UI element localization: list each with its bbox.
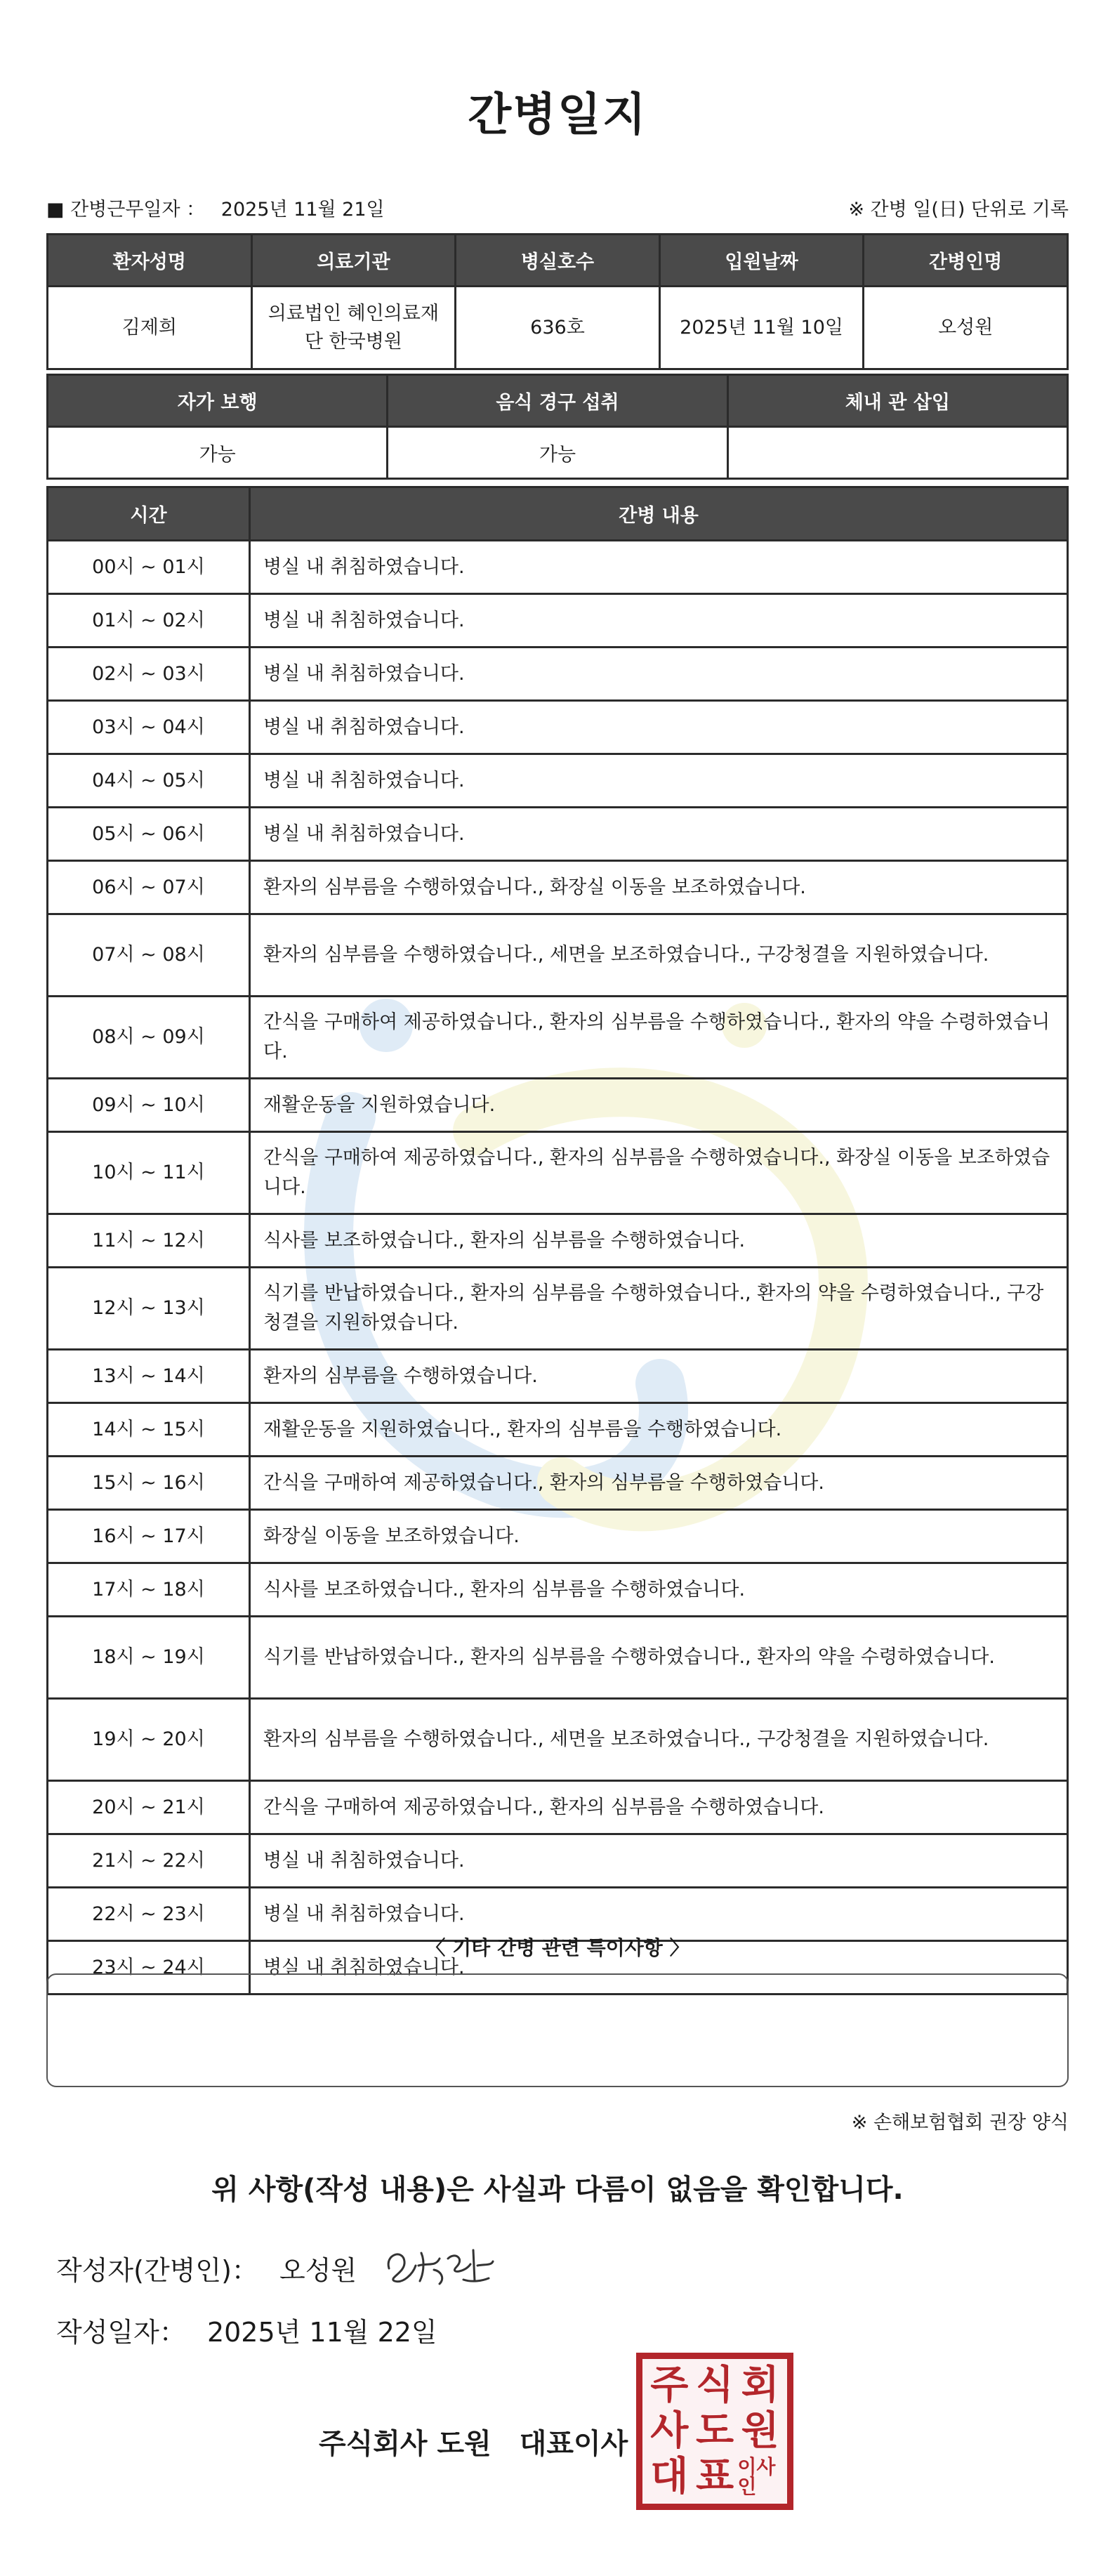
log-content: 식사를 보조하였습니다., 환자의 심부름을 수행하였습니다.	[250, 1563, 1068, 1617]
log-content: 병실 내 취침하였습니다.	[250, 648, 1068, 701]
oral-intake-value: 가능	[388, 427, 727, 479]
log-content: 재활운동을 지원하였습니다., 환자의 심부름을 수행하였습니다.	[250, 1403, 1068, 1457]
confirmation-statement: 위 사항(작성 내용)은 사실과 다름이 없음을 확인합니다.	[211, 2174, 904, 2206]
seal-char: 도	[695, 2407, 734, 2454]
writer-label: 작성자(간병인)：	[56, 2255, 258, 2286]
table-row	[48, 1834, 1068, 1888]
log-time: 01시 ~ 02시	[48, 594, 250, 648]
log-content: 병실 내 취침하였습니다.	[250, 701, 1068, 754]
seal-char: 원	[741, 2407, 779, 2454]
company-seal	[636, 2353, 793, 2510]
table-row	[48, 1781, 1068, 1834]
log-content: 병실 내 취침하였습니다.	[250, 754, 1068, 808]
seal-char: 주	[650, 2363, 689, 2409]
log-content: 환자의 심부름을 수행하였습니다.	[250, 1350, 1068, 1403]
tube-value	[727, 427, 1067, 479]
log-content: 화장실 이동을 보조하였습니다.	[250, 1510, 1068, 1563]
table-row	[48, 1079, 1068, 1132]
log-content: 병실 내 취침하였습니다.	[250, 541, 1068, 594]
log-time: 11시 ~ 12시	[48, 1214, 250, 1268]
seal-char: 표	[695, 2453, 734, 2499]
table-row	[48, 1403, 1068, 1457]
table-row	[48, 1510, 1068, 1563]
record-note: ※ 간병 일(日) 단위로 기록	[848, 199, 1069, 221]
table-row	[48, 594, 1068, 648]
log-content: 병실 내 취침하였습니다.	[250, 1941, 1068, 1995]
write-date-line	[56, 2311, 437, 2349]
walking-value: 가능	[48, 427, 388, 479]
header-room: 병실호수	[456, 235, 660, 287]
table-row	[48, 1699, 1068, 1781]
admission-date: 2025년 11월 10일	[659, 287, 864, 369]
header-patient-name: 환자성명	[48, 235, 252, 287]
log-time: 04시 ~ 05시	[48, 754, 250, 808]
header-walking: 자가 보행	[48, 375, 388, 427]
log-time: 05시 ~ 06시	[48, 808, 250, 861]
patient-ability-table	[46, 374, 1069, 480]
table-row	[48, 861, 1068, 914]
table-row	[48, 808, 1068, 861]
write-date-label: 작성일자：	[56, 2317, 186, 2348]
patient-name: 김제희	[48, 287, 252, 369]
log-content: 간식을 구매하여 제공하였습니다., 환자의 심부름을 수행하였습니다.	[250, 1457, 1068, 1510]
header-care-content: 간병 내용	[250, 487, 1068, 541]
log-time: 03시 ~ 04시	[48, 701, 250, 754]
log-content: 재활운동을 지원하였습니다.	[250, 1079, 1068, 1132]
log-content: 간식을 구매하여 제공하였습니다., 환자의 심부름을 수행하였습니다., 화장실 이동을 보조하였습니다.	[250, 1132, 1068, 1214]
room-number: 636호	[456, 287, 660, 369]
log-time: 10시 ~ 11시	[48, 1132, 250, 1214]
care-log-table	[46, 486, 1069, 1995]
log-content: 식사를 보조하였습니다., 환자의 심부름을 수행하였습니다.	[250, 1214, 1068, 1268]
seal-char: 식	[695, 2363, 734, 2409]
hospital-name: 의료법인 혜인의료재단 한국병원	[251, 287, 456, 369]
table-row	[48, 1563, 1068, 1617]
log-content: 환자의 심부름을 수행하였습니다., 세면을 보조하였습니다., 구강청결을 지원하였습니다.	[250, 1699, 1068, 1781]
log-content: 병실 내 취침하였습니다.	[250, 808, 1068, 861]
table-row	[48, 1132, 1068, 1214]
table-row	[48, 701, 1068, 754]
work-date	[46, 194, 385, 221]
log-content: 간식을 구매하여 제공하였습니다., 환자의 심부름을 수행하였습니다.	[250, 1781, 1068, 1834]
page-title: 간병일지	[468, 89, 647, 141]
log-time: 00시 ~ 01시	[48, 541, 250, 594]
table-row	[48, 1214, 1068, 1268]
log-time: 07시 ~ 08시	[48, 914, 250, 997]
log-time: 23시 ~ 24시	[48, 1941, 250, 1995]
table-row	[48, 914, 1068, 997]
log-content: 병실 내 취침하였습니다.	[250, 1834, 1068, 1888]
log-content: 병실 내 취침하였습니다.	[250, 1888, 1068, 1941]
header-hospital: 의료기관	[251, 235, 456, 287]
table-row	[48, 1457, 1068, 1510]
remarks-title: 〈 기타 간병 관련 특이사항 〉	[425, 1936, 690, 1959]
writer-line	[56, 2249, 357, 2287]
seal-char: 회	[741, 2363, 779, 2409]
header-time: 시간	[48, 487, 250, 541]
writer-name: 오성원	[279, 2255, 357, 2286]
log-content: 병실 내 취침하였습니다.	[250, 594, 1068, 648]
log-time: 17시 ~ 18시	[48, 1563, 250, 1617]
seal-char: 대	[650, 2453, 689, 2499]
write-date-value: 2025년 11월 22일	[206, 2317, 437, 2348]
seal-char: 사	[650, 2407, 689, 2454]
log-time: 14시 ~ 15시	[48, 1403, 250, 1457]
work-date-label: ■ 간병근무일자 ：	[46, 199, 206, 221]
header-admission-date: 입원날짜	[659, 235, 864, 287]
log-time: 19시 ~ 20시	[48, 1699, 250, 1781]
table-row	[48, 1268, 1068, 1350]
table-row	[48, 541, 1068, 594]
header-tube: 체내 관 삽입	[727, 375, 1067, 427]
log-time: 09시 ~ 10시	[48, 1079, 250, 1132]
log-time: 22시 ~ 23시	[48, 1888, 250, 1941]
log-time: 18시 ~ 19시	[48, 1617, 250, 1699]
table-row	[48, 1617, 1068, 1699]
insurance-note: ※ 손해보험협회 권장 양식	[851, 2112, 1069, 2134]
seal-char: 이사인	[737, 2455, 776, 2498]
log-content: 환자의 심부름을 수행하였습니다., 세면을 보조하였습니다., 구강청결을 지원하였습니다.	[250, 914, 1068, 997]
caregiver-name: 오성원	[864, 287, 1068, 369]
company-representative: 주식회사 도원 대표이사	[319, 2428, 628, 2460]
table-row	[48, 648, 1068, 701]
remarks-box	[46, 1973, 1069, 2087]
log-time: 15시 ~ 16시	[48, 1457, 250, 1510]
header-caregiver: 간병인명	[864, 235, 1068, 287]
table-row	[48, 997, 1068, 1079]
handwritten-signature	[379, 2237, 499, 2294]
log-time: 12시 ~ 13시	[48, 1268, 250, 1350]
log-time: 08시 ~ 09시	[48, 997, 250, 1079]
log-content: 간식을 구매하여 제공하였습니다., 환자의 심부름을 수행하였습니다., 환자의 약을 수령하였습니다.	[250, 997, 1068, 1079]
log-time: 13시 ~ 14시	[48, 1350, 250, 1403]
log-time: 02시 ~ 03시	[48, 648, 250, 701]
log-time: 20시 ~ 21시	[48, 1781, 250, 1834]
table-row	[48, 1350, 1068, 1403]
log-content: 환자의 심부름을 수행하였습니다., 화장실 이동을 보조하였습니다.	[250, 861, 1068, 914]
patient-info-table	[46, 233, 1069, 370]
log-time: 06시 ~ 07시	[48, 861, 250, 914]
header-oral-intake: 음식 경구 섭취	[388, 375, 727, 427]
log-content: 식기를 반납하였습니다., 환자의 심부름을 수행하였습니다., 환자의 약을 수령하였습니다.	[250, 1617, 1068, 1699]
table-row	[48, 754, 1068, 808]
log-time: 21시 ~ 22시	[48, 1834, 250, 1888]
log-time: 16시 ~ 17시	[48, 1510, 250, 1563]
log-content: 식기를 반납하였습니다., 환자의 심부름을 수행하였습니다., 환자의 약을 수령하였습니다., 구강청결을 지원하였습니다.	[250, 1268, 1068, 1350]
work-date-value: 2025년 11월 21일	[220, 199, 385, 221]
